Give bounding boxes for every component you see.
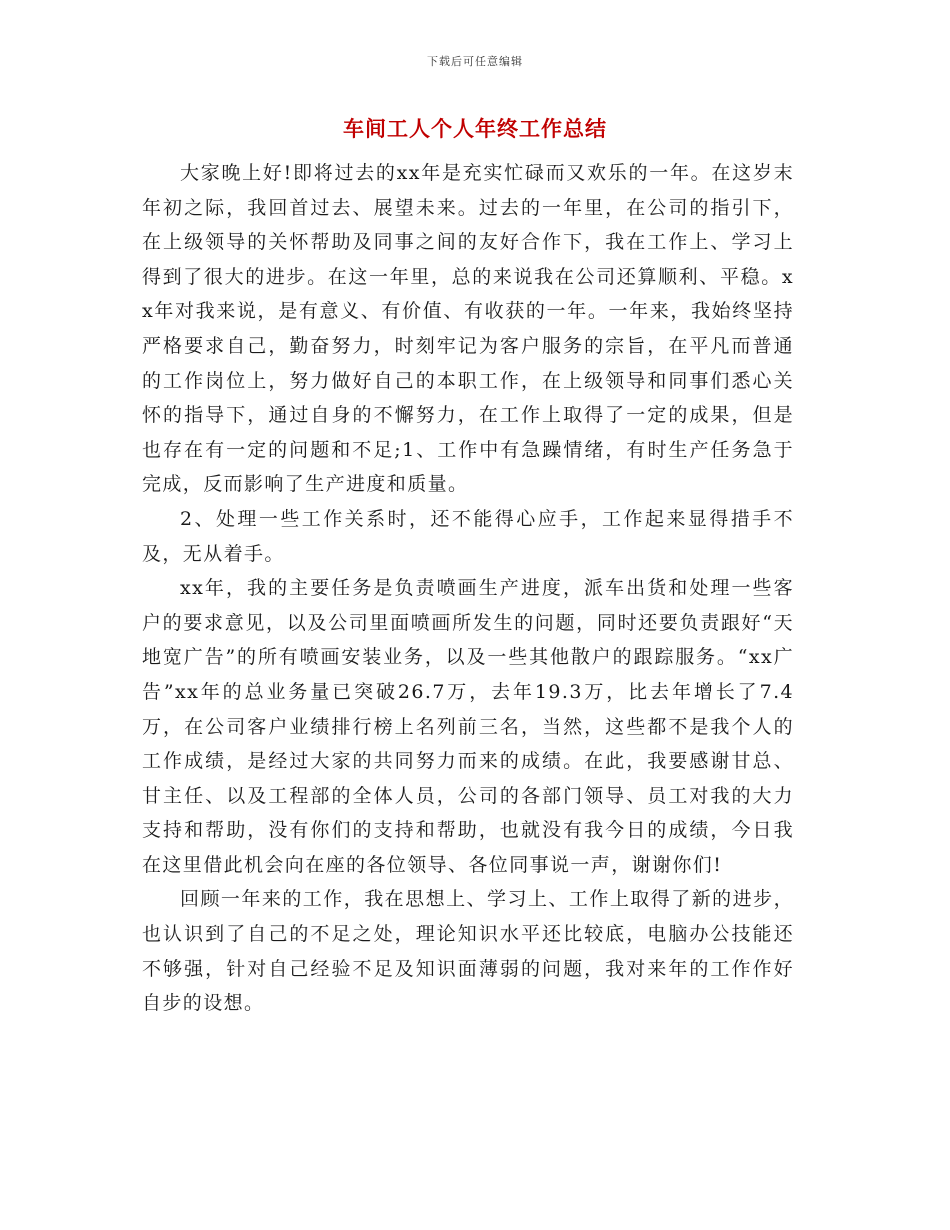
header-note: 下载后可任意编辑	[427, 55, 523, 68]
paragraph: 大家晚上好!即将过去的xx年是充实忙碌而又欢乐的一年。在这岁末年初之际，我回首过去、展望未来。过去的一年里，在公司的指引下，在上级领导的关怀帮助及同事之间的友好合作下，我在工作上、学习上得到了很大的进步。在这一年里，总的来说我在公司还算顺利、平稳。xx年对我来说，是有意义、有价值、有收获的一年。一年来，我始终坚持严格要求自己，勤奋努力，时刻牢记为客户服务的宗旨，在平凡而普通的工作岗位上，努力做好自己的本职工作，在上级领导和同事们悉心关怀的指导下，通过自身的不懈努力，在工作上取得了一定的成果，但是也存在有一定的问题和不足;1、工作中有急躁情绪，有时生产任务急于完成，反而影响了生产进度和质量。	[142, 162, 794, 496]
document-body	[142, 156, 794, 1021]
document-title: 车间工人个人年终工作总结	[343, 117, 607, 141]
paragraph: xx年，我的主要任务是负责喷画生产进度，派车出货和处理一些客户的要求意见，以及公司里面喷画所发生的问题，同时还要负责跟好“天地宽广告”的所有喷画安装业务，以及一些其他散户的跟踪服务。“xx广告”xx年的总业务量已突破26.7万，去年19.3万，比去年增长了7.4万，在公司客户业绩排行榜上名列前三名，当然，这些都不是我个人的工作成绩，是经过大家的共同努力而来的成绩。在此，我要感谢甘总、甘主任、以及工程部的全体人员，公司的各部门领导、员工对我的大力支持和帮助，没有你们的支持和帮助，也就没有我今日的成绩，今日我在这里借此机会向在座的各位领导、各位同事说一声，谢谢你们!	[142, 577, 794, 876]
paragraph: 2、处理一些工作关系时，还不能得心应手，工作起来显得措手不及，无从着手。	[142, 507, 794, 565]
paragraph: 回顾一年来的工作，我在思想上、学习上、工作上取得了新的进步，也认识到了自己的不足之处，理论知识水平还比较底，电脑办公技能还不够强，针对自己经验不足及知识面薄弱的问题，我对来年的工作作好自步的设想。	[142, 888, 794, 1015]
